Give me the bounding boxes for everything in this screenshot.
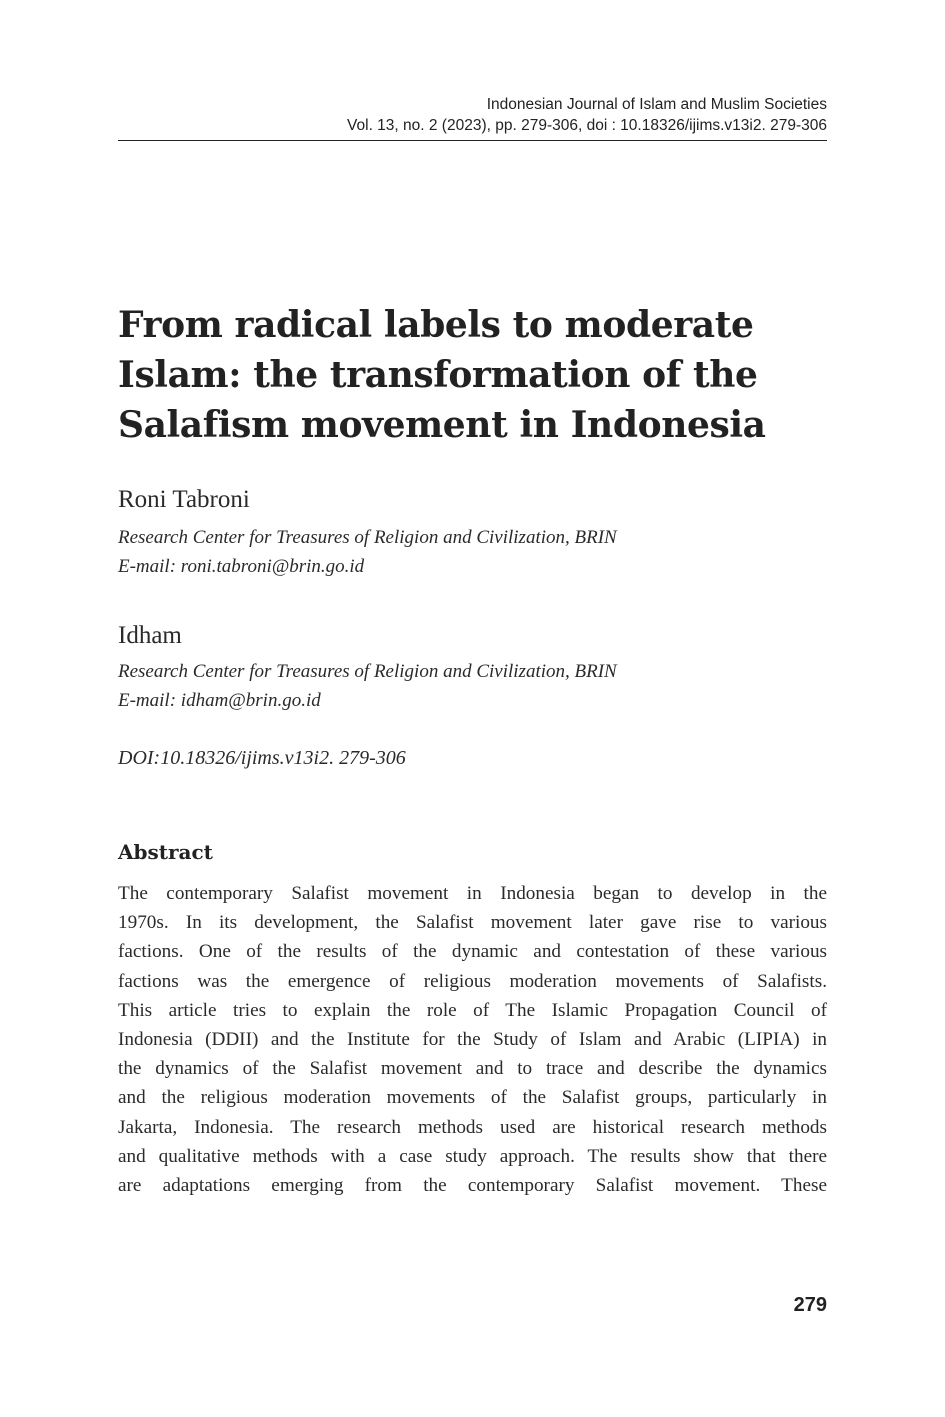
title-line: Islam: the transformation of the bbox=[118, 354, 758, 396]
abstract-line: The contemporary Salafist movement in Indonesia began to develop in the bbox=[118, 883, 827, 904]
author-email: E-mail: idham@brin.go.id bbox=[118, 690, 321, 711]
author-affiliation bbox=[118, 523, 617, 581]
author-affiliation bbox=[118, 657, 617, 715]
abstract-line: and the religious moderation movements of the Salafist groups, particularly in bbox=[118, 1087, 827, 1109]
author-name: Roni Tabroni bbox=[118, 486, 250, 513]
title-line: Salafism movement in Indonesia bbox=[118, 404, 766, 446]
abstract-line: factions was the emergence of religious moderation movements of Salafists. bbox=[118, 970, 827, 992]
abstract-line: Jakarta, Indonesia. The research methods used are historical research methods bbox=[118, 1116, 827, 1138]
title-line: From radical labels to moderate bbox=[118, 304, 754, 346]
affiliation-text: Research Center for Treasures of Religion and Civilization, BRIN bbox=[118, 527, 617, 548]
header-divider bbox=[118, 140, 827, 141]
author-email: E-mail: roni.tabroni@brin.go.id bbox=[118, 556, 365, 577]
author-name: Idham bbox=[118, 622, 182, 649]
article-doi: DOI:10.18326/ijims.v13i2. 279-306 bbox=[118, 747, 406, 769]
citation-line: Vol. 13, no. 2 (2023), pp. 279-306, doi : 10.18326/ijims.v13i2. 279-306 bbox=[347, 117, 827, 134]
abstract-line: the dynamics of the Salafist movement and to trace and describe the dynamics bbox=[118, 1058, 827, 1080]
abstract-line: and qualitative methods with a case study approach. The results show that there bbox=[118, 1145, 827, 1167]
affiliation-text: Research Center for Treasures of Religion and Civilization, BRIN bbox=[118, 661, 617, 682]
abstract-line: factions. One of the results of the dynamic and contestation of these various bbox=[118, 941, 827, 963]
abstract-line: Indonesia (DDII) and the Institute for the Study of Islam and Arabic (LIPIA) in bbox=[118, 1029, 827, 1051]
journal-name: Indonesian Journal of Islam and Muslim Societies bbox=[486, 96, 827, 113]
abstract-line: This article tries to explain the role of The Islamic Propagation Council of bbox=[118, 999, 827, 1021]
abstract-line: 1970s. In its development, the Salafist movement later gave rise to various bbox=[118, 912, 827, 934]
running-header bbox=[118, 94, 827, 136]
abstract-heading: Abstract bbox=[118, 840, 213, 864]
article-title bbox=[118, 300, 827, 450]
page-number: 279 bbox=[793, 1294, 827, 1316]
abstract-line: are adaptations emerging from the contemporary Salafist movement. These bbox=[118, 1175, 827, 1197]
abstract-body bbox=[118, 879, 827, 1200]
